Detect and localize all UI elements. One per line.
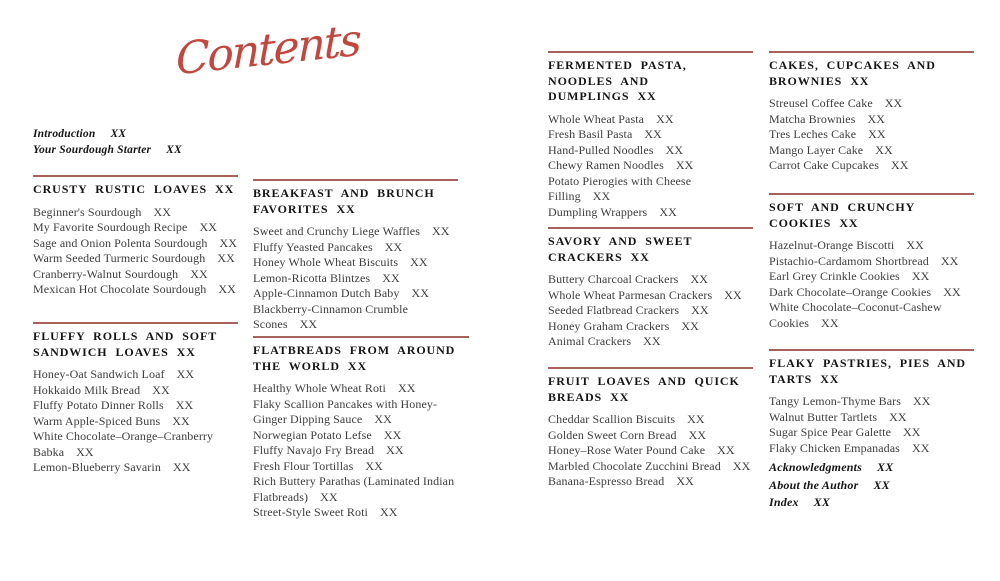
toc-item-label: Animal Crackers xyxy=(548,334,632,348)
toc-item-label: Golden Sweet Corn Bread xyxy=(548,427,677,442)
section-heading xyxy=(253,343,469,374)
toc-item-label: Warm Apple-Spiced Buns xyxy=(33,413,161,428)
toc-item-label: Acknowledgments xyxy=(769,460,863,474)
toc-item xyxy=(253,224,458,240)
toc-item-page: XX xyxy=(643,334,661,348)
section-heading-page: XX xyxy=(850,73,870,88)
toc-item-page: XX xyxy=(911,269,930,283)
section-item-list xyxy=(253,224,458,333)
toc-item xyxy=(33,460,238,476)
toc-item-label: Walnut Butter Tartlets xyxy=(769,409,878,424)
toc-item xyxy=(769,112,974,128)
toc-item-page: XX xyxy=(219,235,238,250)
toc-item-page: XX xyxy=(199,220,217,234)
toc-item-page: XX xyxy=(676,474,694,488)
toc-item-page: XX xyxy=(732,458,751,473)
toc-item xyxy=(33,236,238,252)
section-heading-page: XX xyxy=(630,249,650,264)
section-heading-label: SAVORY AND SWEET CRACKERS xyxy=(548,234,693,264)
toc-item-label: Tangy Lemon-Thyme Bars xyxy=(769,394,901,408)
toc-item-label: Street-Style Sweet Roti xyxy=(253,505,368,519)
section-heading xyxy=(253,186,458,217)
toc-item-page: XX xyxy=(365,458,383,473)
toc-item-page: XX xyxy=(410,255,428,269)
toc-item xyxy=(33,398,238,414)
toc-item-label: Hokkaido Milk Bread xyxy=(33,382,141,397)
toc-item-label: Honey-Oat Sandwich Loaf xyxy=(33,367,165,381)
toc-item-page: XX xyxy=(675,158,694,172)
section-heading-label: FLUFFY ROLLS AND SOFT SANDWICH LOAVES xyxy=(33,329,217,359)
toc-item xyxy=(769,459,893,477)
toc-item-page: XX xyxy=(724,287,742,302)
toc-item-page: XX xyxy=(889,409,907,424)
toc-item xyxy=(253,240,458,256)
toc-item xyxy=(253,397,469,428)
section-heading-page: XX xyxy=(215,182,235,196)
toc-item xyxy=(253,255,458,271)
toc-item-label: Blackberry-Cinnamon Crumble Scones xyxy=(253,301,408,331)
toc-item xyxy=(769,96,974,112)
section-heading xyxy=(548,58,700,105)
toc-item-page: XX xyxy=(877,460,894,474)
toc-item xyxy=(769,158,974,174)
toc-item-page: XX xyxy=(379,505,398,519)
toc-item xyxy=(548,334,753,350)
toc-item-page: XX xyxy=(911,440,930,455)
toc-item-page: XX xyxy=(166,144,182,156)
toc-item xyxy=(769,494,893,512)
toc-item-label: Sweet and Crunchy Liege Waffles xyxy=(253,224,420,238)
toc-item-label: Whole Wheat Pasta xyxy=(548,111,645,126)
section-heading-page: XX xyxy=(820,371,840,386)
toc-item-page: XX xyxy=(152,382,170,397)
toc-item-label: Apple-Cinnamon Dutch Baby xyxy=(253,286,400,300)
toc-item-page: XX xyxy=(943,284,961,299)
toc-item xyxy=(253,474,469,505)
toc-item-page: XX xyxy=(411,286,430,300)
toc-item-label: Earl Grey Crinkle Cookies xyxy=(769,269,900,283)
toc-item xyxy=(33,205,238,221)
toc-item-label: Cranberry-Walnut Sourdough xyxy=(33,266,179,281)
section-heading xyxy=(548,234,728,265)
toc-item xyxy=(769,143,974,159)
toc-item-page: XX xyxy=(903,425,921,439)
toc-item-label: Chewy Ramen Noodles xyxy=(548,158,664,172)
section-fermented-pasta-noodles-dumplings xyxy=(548,51,753,220)
toc-item-page: XX xyxy=(110,128,127,140)
section-item-list xyxy=(253,381,469,521)
toc-item-page: XX xyxy=(384,239,403,254)
section-flaky-pastries-pies-tarts xyxy=(769,349,974,456)
toc-item xyxy=(548,127,753,143)
toc-item-label: Matcha Brownies xyxy=(769,111,856,126)
section-heading-label: BREAKFAST AND BRUNCH FAVORITES xyxy=(253,186,435,216)
section-rule xyxy=(769,349,974,351)
toc-item xyxy=(33,282,238,298)
toc-item-page: XX xyxy=(688,427,707,442)
section-heading xyxy=(33,182,238,198)
toc-item-page: XX xyxy=(218,282,236,296)
toc-item-page: XX xyxy=(873,477,890,492)
section-fruit-loaves-quick-breads xyxy=(548,367,753,490)
section-rule xyxy=(253,179,458,181)
toc-item-page: XX xyxy=(656,111,674,126)
toc-item-page: XX xyxy=(940,253,959,268)
toc-item-page: XX xyxy=(867,111,886,126)
toc-item-label: Sugar Spice Pear Galette xyxy=(769,425,892,439)
toc-item-page: XX xyxy=(383,427,402,442)
section-breakfast-brunch-favorites xyxy=(253,179,458,333)
toc-item-label: White Chocolate–Orange–Cranberry Babka xyxy=(33,429,214,459)
section-item-list xyxy=(769,96,974,174)
toc-item xyxy=(253,428,469,444)
section-rule xyxy=(548,51,753,53)
toc-item-label: Fresh Flour Tortillas xyxy=(253,458,354,473)
toc-item xyxy=(548,303,753,319)
toc-item-page: XX xyxy=(592,189,611,203)
section-rule xyxy=(769,51,974,53)
toc-item-label: Cheddar Scallion Biscuits xyxy=(548,412,676,426)
toc-item-page: XX xyxy=(172,413,190,428)
toc-item-page: XX xyxy=(687,412,705,426)
toc-item-label: Tres Leches Cake xyxy=(769,127,857,141)
toc-item xyxy=(769,285,974,301)
section-rule xyxy=(769,193,974,195)
toc-item-label: Index xyxy=(769,495,799,509)
toc-item-label: Beginner's Sourdough xyxy=(33,204,142,219)
section-heading-label: CAKES, CUPCAKES AND BROWNIES xyxy=(769,58,936,88)
toc-item xyxy=(253,459,469,475)
toc-item-label: Your Sourdough Starter xyxy=(33,144,152,156)
section-heading-label: FLATBREADS FROM AROUND THE WORLD xyxy=(253,343,456,373)
toc-item-label: White Chocolate–Coconut-Cashew Cookies xyxy=(769,300,942,330)
toc-item-page: XX xyxy=(175,398,194,412)
toc-item xyxy=(548,428,753,444)
toc-item xyxy=(33,367,238,383)
toc-item-page: XX xyxy=(681,318,699,333)
toc-item xyxy=(548,143,753,159)
toc-item-page: XX xyxy=(76,444,94,459)
back-matter-list xyxy=(769,459,893,512)
section-fluffy-rolls-sandwich-loaves xyxy=(33,322,238,476)
toc-item-label: Fresh Basil Pasta xyxy=(548,127,633,141)
toc-item xyxy=(769,441,974,457)
toc-item-label: Mango Layer Cake xyxy=(769,142,864,157)
toc-item-page: XX xyxy=(320,489,338,504)
toc-item xyxy=(253,302,458,333)
toc-item xyxy=(548,205,753,221)
toc-item-label: Whole Wheat Parmesan Crackers xyxy=(548,287,713,302)
toc-item-label: Buttery Charcoal Crackers xyxy=(548,272,679,286)
toc-item-page: XX xyxy=(913,394,931,408)
toc-item-label: Carrot Cake Cupcakes xyxy=(769,158,879,172)
toc-item-page: XX xyxy=(884,96,903,110)
toc-item-label: Fluffy Yeasted Pancakes xyxy=(253,239,373,254)
toc-item-label: Honey Graham Crackers xyxy=(548,318,670,333)
toc-item-label: Lemon-Ricotta Blintzes xyxy=(253,270,371,285)
section-rule xyxy=(253,336,469,338)
section-item-list xyxy=(33,205,238,298)
section-heading-page: XX xyxy=(176,344,196,359)
toc-item-page: XX xyxy=(299,317,318,331)
section-item-list xyxy=(769,238,974,331)
toc-item-page: XX xyxy=(176,367,195,381)
section-heading-label: FRUIT LOAVES AND QUICK BREADS xyxy=(548,374,740,404)
section-heading xyxy=(548,374,753,405)
section-rule xyxy=(548,367,753,369)
toc-item-label: Mexican Hot Chocolate Sourdough xyxy=(33,282,207,296)
section-heading xyxy=(769,356,974,387)
section-heading-label: FERMENTED PASTA, NOODLES AND DUMPLINGS xyxy=(548,58,687,103)
toc-item xyxy=(548,459,753,475)
toc-item xyxy=(33,429,238,460)
toc-item-label: Sage and Onion Polenta Sourdough xyxy=(33,235,208,250)
section-heading-page: XX xyxy=(347,358,368,373)
section-heading xyxy=(769,200,937,231)
section-heading-label: CRUSTY RUSTIC LOAVES xyxy=(33,182,208,196)
toc-item xyxy=(769,300,974,331)
section-item-list xyxy=(548,412,753,490)
toc-item-label: Fluffy Navajo Fry Bread xyxy=(253,443,375,457)
toc-item-page: XX xyxy=(217,251,235,265)
toc-item xyxy=(253,271,458,287)
toc-item-label: Hazelnut-Orange Biscotti xyxy=(769,238,895,252)
toc-item-label: Streusel Coffee Cake xyxy=(769,96,873,110)
toc-item xyxy=(769,410,974,426)
toc-item-page: XX xyxy=(813,495,831,509)
toc-item-page: XX xyxy=(374,412,392,426)
toc-item xyxy=(769,254,974,270)
toc-item-label: Banana-Espresso Bread xyxy=(548,474,665,488)
toc-item xyxy=(769,127,974,143)
toc-item xyxy=(548,272,753,288)
section-cakes-cupcakes-brownies xyxy=(769,51,974,174)
toc-item-page: XX xyxy=(431,224,450,238)
toc-item-page: XX xyxy=(690,272,708,286)
toc-item xyxy=(548,412,753,428)
toc-item-label: Warm Seeded Turmeric Sourdough xyxy=(33,251,206,265)
toc-item-page: XX xyxy=(382,270,400,285)
toc-item-page: XX xyxy=(386,443,404,457)
toc-item-label: About the Author xyxy=(769,477,859,492)
section-item-list xyxy=(769,394,974,456)
toc-item-label: Marbled Chocolate Zucchini Bread xyxy=(548,458,721,473)
toc-item xyxy=(769,394,974,410)
toc-item xyxy=(769,425,974,441)
toc-item-page: XX xyxy=(821,315,839,330)
toc-item xyxy=(769,269,974,285)
toc-item-page: XX xyxy=(172,460,191,474)
toc-item-label: Flaky Chicken Empanadas xyxy=(769,440,900,455)
toc-item-label: My Favorite Sourdough Recipe xyxy=(33,220,188,234)
section-soft-crunchy-cookies xyxy=(769,193,974,331)
toc-item xyxy=(548,112,753,128)
toc-item-label: Norwegian Potato Lefse xyxy=(253,427,372,442)
toc-item xyxy=(548,474,753,490)
section-heading-label: SOFT AND CRUNCHY COOKIES xyxy=(769,200,915,230)
toc-item xyxy=(33,220,238,236)
toc-item-label: Flaky Scallion Pancakes with Honey-Ginger Dipping Sauce xyxy=(253,396,438,426)
section-heading-label: FLAKY PASTRIES, PIES AND TARTS xyxy=(769,356,966,386)
toc-item-page: XX xyxy=(665,142,684,157)
section-heading-page: XX xyxy=(839,215,859,230)
section-savory-sweet-crackers xyxy=(548,227,753,350)
section-rule xyxy=(33,322,238,324)
toc-item-label: Fluffy Potato Dinner Rolls xyxy=(33,398,164,412)
toc-item xyxy=(769,238,974,254)
toc-item-label: Dumpling Wrappers xyxy=(548,204,648,219)
toc-item xyxy=(253,286,458,302)
toc-item-page: XX xyxy=(691,303,709,317)
toc-item-label: Hand-Pulled Noodles xyxy=(548,142,654,157)
toc-item xyxy=(548,443,753,459)
toc-item xyxy=(548,174,753,205)
toc-item-page: XX xyxy=(875,142,893,157)
section-item-list xyxy=(548,112,753,221)
toc-item-page: XX xyxy=(659,204,677,219)
section-heading-page: XX xyxy=(637,89,657,103)
section-rule xyxy=(548,227,753,229)
toc-item xyxy=(253,381,469,397)
toc-item-label: Introduction xyxy=(33,128,96,140)
toc-item xyxy=(33,383,238,399)
toc-item-page: XX xyxy=(868,127,886,141)
toc-item xyxy=(33,251,238,267)
toc-item-label: Healthy Whole Wheat Roti xyxy=(253,381,386,395)
section-rule xyxy=(33,175,238,177)
toc-item-page: XX xyxy=(906,238,924,252)
toc-item-page: XX xyxy=(397,381,416,395)
toc-item-page: XX xyxy=(190,266,208,281)
toc-item xyxy=(33,414,238,430)
toc-item xyxy=(33,142,182,158)
toc-item xyxy=(33,126,182,142)
toc-item xyxy=(548,288,753,304)
toc-item-page: XX xyxy=(717,443,735,457)
toc-item xyxy=(253,443,469,459)
toc-item xyxy=(253,505,469,521)
toc-item xyxy=(33,267,238,283)
toc-item-label: Honey Whole Wheat Biscuits xyxy=(253,255,399,269)
section-heading-page: XX xyxy=(610,389,630,404)
section-heading xyxy=(33,329,238,360)
section-crusty-rustic-loaves xyxy=(33,175,238,298)
front-matter-list xyxy=(33,126,182,158)
toc-item-label: Pistachio-Cardamom Shortbread xyxy=(769,253,929,268)
toc-item-label: Potato Pierogies with Cheese Filling xyxy=(548,173,692,203)
section-item-list xyxy=(33,367,238,476)
section-flatbreads-around-world xyxy=(253,336,469,521)
toc-item-label: Rich Buttery Parathas (Laminated Indian Flatbreads) xyxy=(253,474,455,504)
toc-item-label: Lemon-Blueberry Savarin xyxy=(33,460,161,474)
toc-item-page: XX xyxy=(644,127,662,141)
toc-item xyxy=(548,319,753,335)
contents-script-title: Contents xyxy=(176,14,360,86)
toc-item-label: Honey–Rose Water Pound Cake xyxy=(548,443,706,457)
toc-item-page: XX xyxy=(153,204,172,219)
section-heading-page: XX xyxy=(336,201,356,216)
toc-item xyxy=(769,477,893,495)
toc-item xyxy=(548,158,753,174)
section-heading xyxy=(769,58,974,89)
section-item-list xyxy=(548,272,753,350)
toc-item-page: XX xyxy=(890,158,909,172)
toc-item-label: Seeded Flatbread Crackers xyxy=(548,303,680,317)
toc-item-label: Dark Chocolate–Orange Cookies xyxy=(769,284,932,299)
